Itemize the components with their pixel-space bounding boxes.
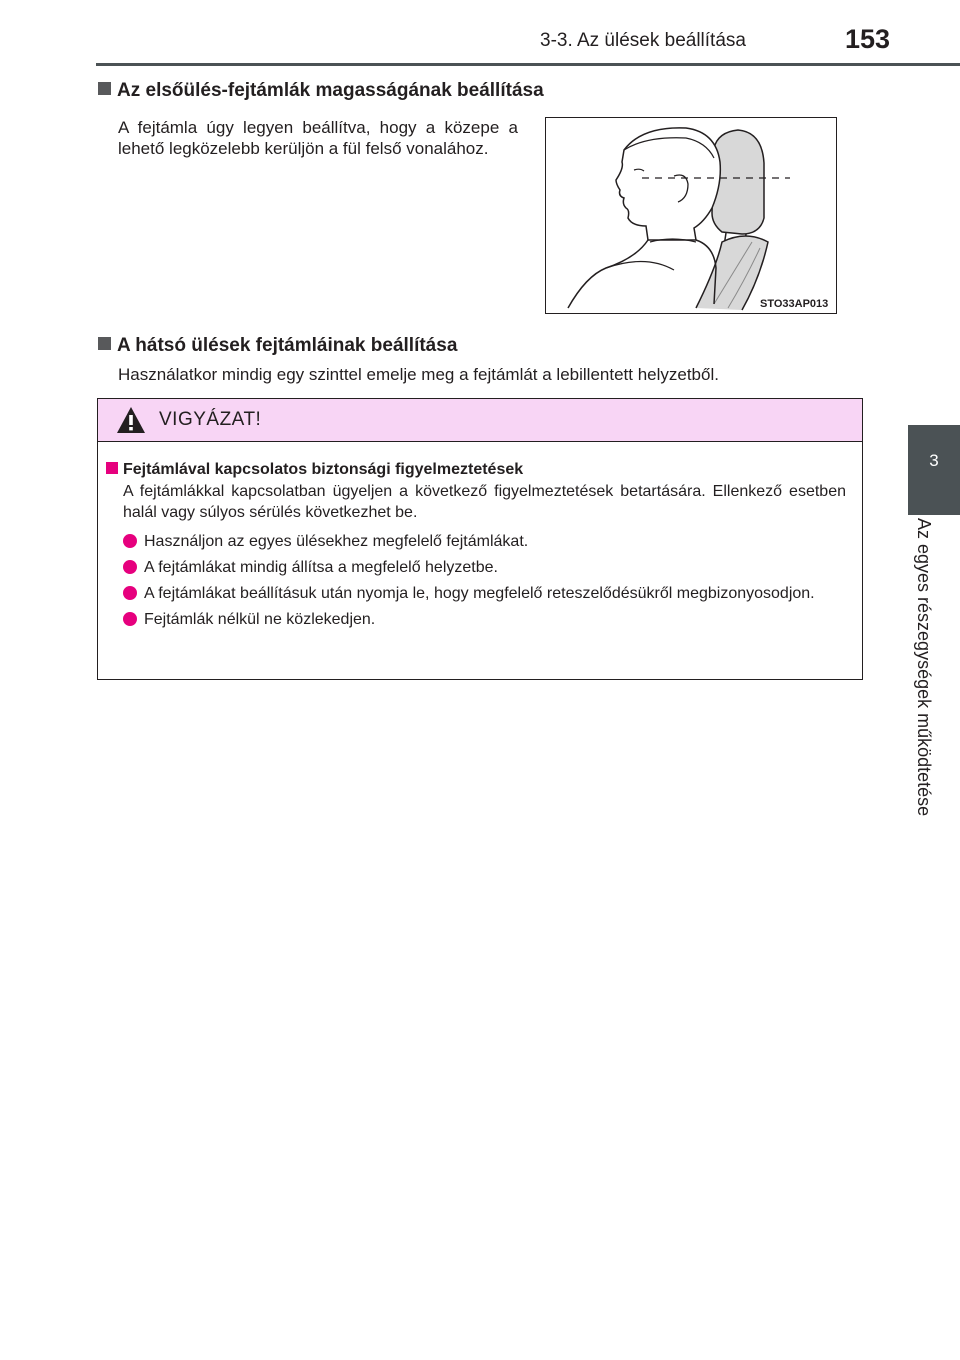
bullet-dot-icon [123,586,137,600]
list-item [123,609,853,630]
chapter-tab [908,425,960,515]
page-number: 153 [845,24,891,54]
warning-title: VIGYÁZAT! [159,409,262,430]
rear-headrest-text: Használatkor mindig egy szinttel emelje meg a fejtámlát a lebillentett helyzetből. [118,365,719,384]
square-bullet-icon [98,337,111,350]
rear-heading-text: A hátsó ülések fejtámláinak beállítása [117,335,458,356]
list-item-text: A fejtámlákat mindig állítsa a megfelelő helyzetbe. [144,559,498,576]
list-item [123,531,853,552]
warning-box [97,398,863,680]
square-bullet-icon [106,462,118,474]
head-headrest-drawing [546,118,836,313]
rear-headrest-heading [98,335,457,357]
warning-triangle-icon [116,405,146,435]
chapter-number: 3 [929,451,939,470]
header-divider [96,63,960,66]
chapter-title: Az egyes részegységek működtetése [914,518,934,817]
square-bullet-icon [98,82,111,95]
front-headrest-text: A fejtámla úgy legyen beállítva, hogy a közepe a lehető legközelebb kerüljön a fül felső vonalához. [118,118,518,158]
list-item-text: Használjon az egyes ülésekhez megfelelő fejtámlákat. [144,533,529,550]
warning-intro: A fejtámlákkal kapcsolatban ügyeljen a következő figyelmeztetések betartására. Ellenkező esetben halál vagy súlyos sérülés következhet be. [123,483,846,521]
warning-header [98,399,862,442]
bullet-dot-icon [123,534,137,548]
bullet-dot-icon [123,560,137,574]
running-header-title: 3-3. Az ülések beállítása [540,30,746,51]
warning-subheading [106,461,523,479]
warning-list [123,531,853,635]
front-heading-text: Az elsőülés-fejtámlák magasságának beállítása [117,80,544,101]
list-item [123,583,853,604]
bullet-dot-icon [123,612,137,626]
warning-subheading-text: Fejtámlával kapcsolatos biztonsági figyelmeztetések [123,461,524,478]
list-item-text: Fejtámlák nélkül ne közlekedjen. [144,611,376,628]
list-item-text: A fejtámlákat beállításuk után nyomja le, hogy megfelelő reteszelődésükről megbizonyosodjon. [144,585,815,602]
figure-code: STO33AP013 [760,298,829,310]
front-headrest-heading [98,80,544,102]
headrest-illustration [545,117,837,314]
list-item [123,557,853,578]
